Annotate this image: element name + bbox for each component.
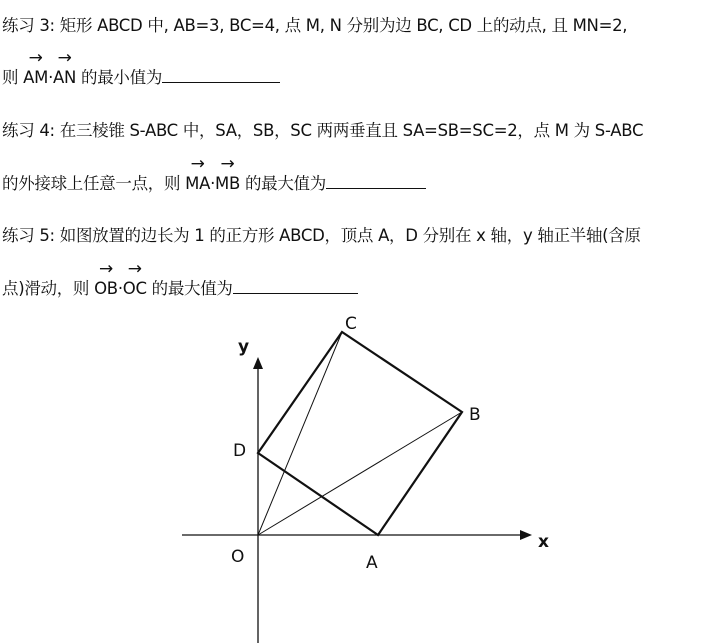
vector-am: → AM: [23, 68, 48, 87]
text: 的外接球上任意一点，则: [2, 174, 186, 193]
vector-ma: → MA: [185, 174, 210, 193]
vector-oc: → OC: [123, 279, 147, 298]
text: 则: [2, 68, 24, 87]
dot: ·: [117, 279, 123, 298]
square-abcd: [258, 332, 462, 535]
dot: ·: [210, 174, 216, 193]
text: 点)滑动，则: [2, 279, 95, 298]
dot: ·: [48, 68, 54, 87]
label-y: y: [238, 337, 250, 357]
vector-ob: → OB: [94, 279, 118, 298]
label-x: x: [538, 532, 549, 552]
label-c: C: [345, 314, 357, 334]
text: 的最大值为: [146, 279, 233, 298]
label-o: O: [231, 547, 245, 567]
label-b: B: [469, 405, 481, 425]
text: 的最大值为: [240, 174, 326, 193]
vector-an: → AN: [53, 68, 76, 87]
label-d: D: [233, 441, 247, 461]
y-axis-arrow: [253, 357, 263, 369]
label-a: A: [366, 553, 378, 573]
exercise-4-line-1: 练习 4: 在三棱锥 S-ABC 中，SA，SB，SC 两两垂直且 SA=SB=SC=2，点 M 为 S-ABC: [2, 121, 644, 140]
exercise-3-line-1: 练习 3: 矩形 ABCD 中, AB=3, BC=4, 点 M, N 分别为边 BC, CD 上的动点, 且 MN=2,: [2, 16, 628, 35]
exercise-5-line-1: 练习 5: 如图放置的边长为 1 的正方形 ABCD，顶点 A，D 分别在 x 轴，y 轴正半轴(含原: [2, 226, 641, 245]
vector-mb: → MB: [215, 174, 240, 193]
text: 的最小值为: [76, 68, 163, 87]
x-axis-arrow: [520, 530, 532, 540]
